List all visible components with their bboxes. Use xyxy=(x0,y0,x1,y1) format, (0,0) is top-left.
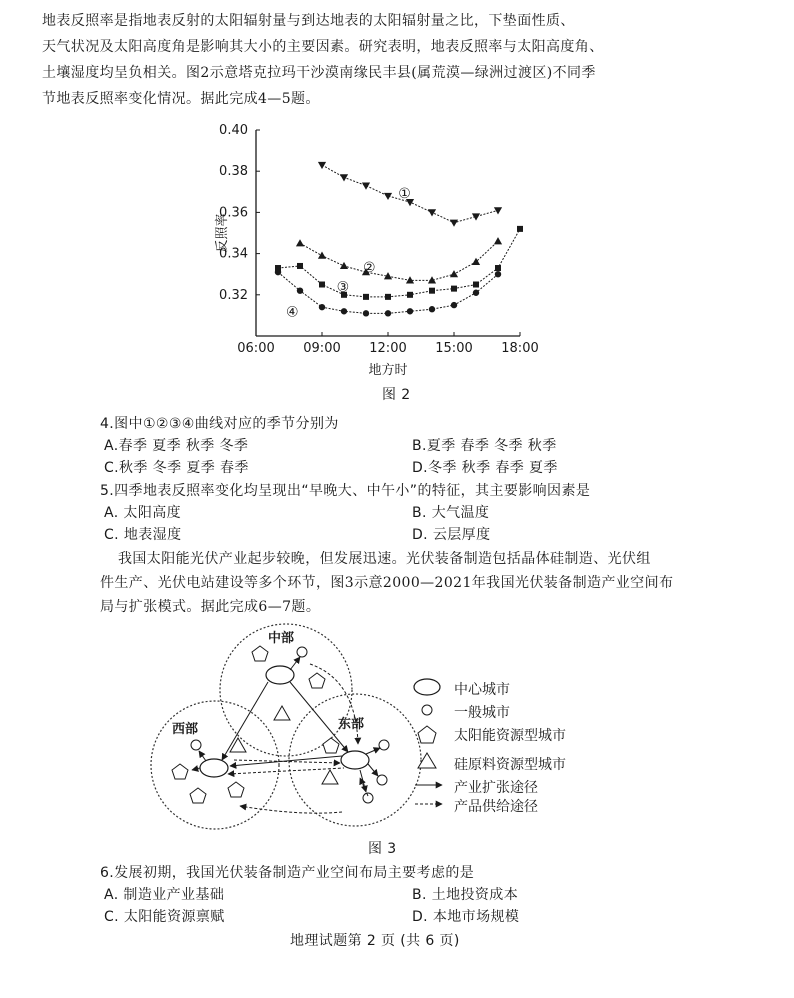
x-tick-label: 15:00 xyxy=(435,341,473,356)
solar-city-pentagon xyxy=(323,738,339,753)
data-point xyxy=(450,220,458,227)
central-center-city xyxy=(266,666,294,684)
data-point xyxy=(473,282,479,288)
data-point xyxy=(429,288,435,294)
q5-option-d[interactable]: D. 云层厚度 xyxy=(412,527,491,543)
legend-center-city-symbol xyxy=(414,679,440,695)
expansion-arrow xyxy=(290,657,300,670)
q6-stem: 6.发展初期，我国光伏装备制造产业空间布局主要考虑的是 xyxy=(100,865,475,881)
curve-label: ④ xyxy=(286,304,299,321)
page-footer: 地理试题第 2 页 (共 6 页) xyxy=(290,933,460,949)
y-tick-label: 0.32 xyxy=(219,287,248,303)
data-point xyxy=(385,294,391,300)
data-point xyxy=(318,162,326,169)
data-point xyxy=(495,265,501,271)
silicon-city-triangle xyxy=(322,770,338,784)
data-point xyxy=(428,276,436,283)
supply-arrow xyxy=(360,778,368,796)
data-point xyxy=(472,213,480,220)
x-tick-label: 12:00 xyxy=(369,341,407,356)
intro1-line-1: 地表反照率是指地表反射的太阳辐射量与到达地表的太阳辐射量之比，下垫面性质、 xyxy=(42,13,575,29)
data-point xyxy=(319,304,325,310)
data-point xyxy=(340,174,348,181)
q6-option-d[interactable]: D. 本地市场规模 xyxy=(412,909,520,925)
data-point xyxy=(318,252,326,259)
intro2-line-3: 局与扩张模式。据此完成6—7题。 xyxy=(100,599,321,615)
figure3-caption: 图 3 xyxy=(368,841,397,857)
q4-stem: 4.图中①②③④曲线对应的季节分别为 xyxy=(100,416,339,432)
legend-general-city-symbol xyxy=(422,705,432,715)
data-point xyxy=(407,292,413,298)
curve-label: ① xyxy=(398,185,411,202)
intro2-line-1: 我国太阳能光伏产业起步较晚，但发展迅速。光伏装备制造包括晶体硅制造、光伏组 xyxy=(118,551,651,567)
silicon-city-triangle xyxy=(274,706,290,720)
q6-option-a[interactable]: A. 制造业产业基础 xyxy=(104,887,225,903)
q5-stem: 5.四季地表反照率变化均呈现出“早晚大、中午小”的特征，其主要影响因素是 xyxy=(100,483,591,499)
curve-label: ② xyxy=(363,259,376,276)
q6-option-c[interactable]: C. 太阳能资源禀赋 xyxy=(104,909,225,925)
data-point xyxy=(451,302,457,308)
solar-city-pentagon xyxy=(172,764,188,779)
x-tick-label: 09:00 xyxy=(303,341,341,356)
data-point xyxy=(385,310,391,316)
central-region-label: 中部 xyxy=(268,631,295,646)
legend-silicon-city-label: 硅原料资源型城市 xyxy=(454,757,566,773)
q4-option-c[interactable]: C.秋季 冬季 夏季 春季 xyxy=(104,460,249,476)
q5-option-b[interactable]: B. 大气温度 xyxy=(412,505,490,521)
general-city xyxy=(363,793,373,803)
supply-arrow xyxy=(228,768,344,774)
y-tick-label: 0.36 xyxy=(219,205,248,221)
y-tick-label: 0.40 xyxy=(219,123,248,138)
q5-option-c[interactable]: C. 地表湿度 xyxy=(104,527,182,543)
x-tick-label: 06:00 xyxy=(237,341,275,356)
curve-label: ③ xyxy=(336,279,350,296)
data-point xyxy=(428,209,436,216)
west-region-label: 西部 xyxy=(172,722,199,737)
y-tick-label: 0.38 xyxy=(219,164,248,180)
legend-solar-city-label: 太阳能资源型城市 xyxy=(454,728,566,744)
y-tick-label: 0.34 xyxy=(219,246,248,262)
legend-expansion-label: 产业扩张途径 xyxy=(454,780,538,796)
data-point xyxy=(297,287,303,293)
general-city xyxy=(379,740,389,750)
east-center-city xyxy=(341,751,369,769)
series-line xyxy=(300,241,498,280)
data-point xyxy=(517,226,523,232)
legend-general-city-label: 一般城市 xyxy=(454,705,510,721)
supply-arrow xyxy=(240,806,342,813)
data-point xyxy=(429,306,435,312)
general-city xyxy=(191,740,201,750)
data-point xyxy=(407,308,413,314)
albedo-line-chart xyxy=(200,118,540,383)
pv-industry-layout-diagram xyxy=(150,620,750,835)
q5-option-a[interactable]: A. 太阳高度 xyxy=(104,505,182,521)
solar-city-pentagon xyxy=(190,788,206,803)
q4-option-d[interactable]: D.冬季 秋季 春季 夏季 xyxy=(412,460,558,476)
data-point xyxy=(473,290,479,296)
figure2-caption: 图 2 xyxy=(382,387,411,403)
data-point xyxy=(297,263,303,269)
legend-supply-label: 产品供给途径 xyxy=(454,799,538,815)
data-point xyxy=(340,262,348,269)
data-point xyxy=(296,239,304,246)
east-region-label: 东部 xyxy=(338,717,365,732)
data-point xyxy=(363,294,369,300)
legend-center-city-label: 中心城市 xyxy=(454,682,510,698)
data-point xyxy=(495,271,501,277)
data-point xyxy=(341,308,347,314)
data-point xyxy=(275,269,281,275)
data-point xyxy=(450,270,458,277)
solar-city-pentagon xyxy=(252,646,268,661)
data-point xyxy=(319,282,325,288)
intro1-line-3: 土壤湿度均呈负相关。图2示意塔克拉玛干沙漠南缘民丰县(属荒漠—绿洲过渡区)不同季 xyxy=(42,65,596,81)
data-point xyxy=(494,237,502,244)
solar-city-pentagon xyxy=(309,673,325,688)
general-city xyxy=(297,647,307,657)
intro1-line-2: 天气状况及太阳高度角是影响其大小的主要因素。研究表明，地表反照率与太阳高度角、 xyxy=(42,39,604,55)
y-axis-title: 反照率 xyxy=(215,213,230,253)
x-tick-label: 18:00 xyxy=(501,341,539,356)
solar-city-pentagon xyxy=(228,782,244,797)
data-point xyxy=(384,193,392,200)
data-point xyxy=(362,183,370,190)
intro1-line-4: 节地表反照率变化情况。据此完成4—5题。 xyxy=(42,91,320,107)
general-city xyxy=(377,775,387,785)
x-axis-title: 地方时 xyxy=(368,363,408,378)
q4-option-a[interactable]: A.春季 夏季 秋季 冬季 xyxy=(104,438,249,454)
supply-arrow xyxy=(192,768,200,770)
legend-solar-city-symbol xyxy=(418,726,436,743)
expansion-arrow xyxy=(199,751,206,761)
expansion-arrow xyxy=(366,748,380,754)
expansion-arrow xyxy=(368,764,378,776)
data-point xyxy=(472,258,480,265)
q4-option-b[interactable]: B.夏季 春季 冬季 秋季 xyxy=(412,438,557,454)
data-point xyxy=(451,286,457,292)
intro2-line-2: 件生产、光伏电站建设等多个环节，图3示意2000—2021年我国光伏装备制造产业空间布 xyxy=(100,575,674,591)
west-center-city xyxy=(200,759,228,777)
data-point xyxy=(363,310,369,316)
q6-option-b[interactable]: B. 土地投资成本 xyxy=(412,887,519,903)
